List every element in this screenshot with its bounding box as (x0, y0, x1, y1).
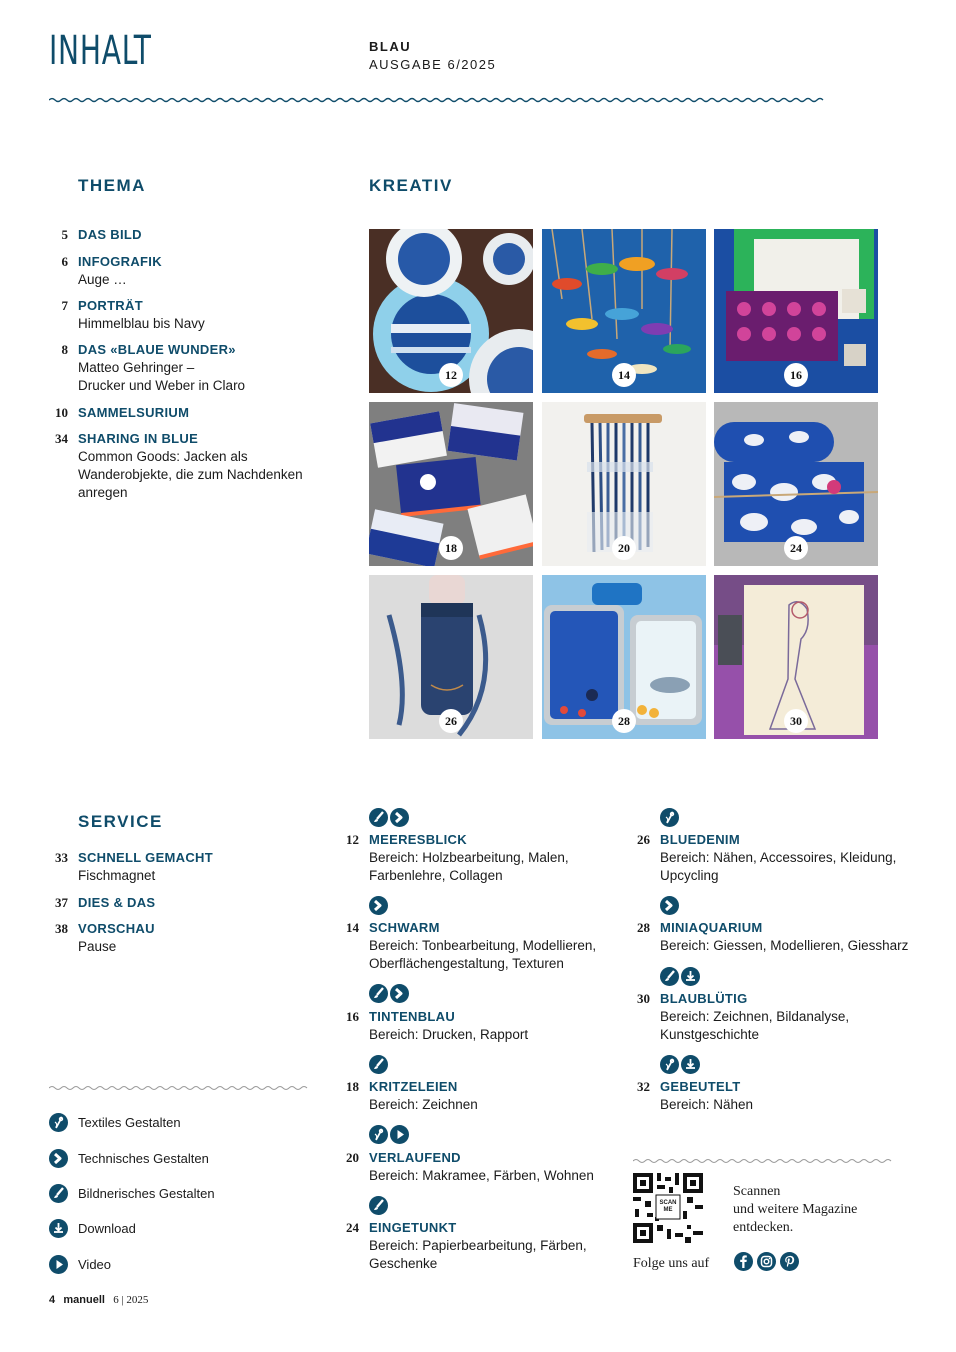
header-divider (49, 96, 907, 104)
entry-title: SCHNELL GEMACHT (78, 850, 213, 865)
legend-item (49, 1149, 209, 1168)
scan-line: und weitere Magazine (733, 1202, 858, 1217)
page-number: 5 (61, 227, 68, 242)
thema-heading: THEMA (78, 176, 146, 195)
page-badge: 18 (439, 536, 463, 560)
entry-title: DAS BILD (78, 227, 142, 242)
project-entry[interactable] (637, 919, 909, 955)
entry-subtitle: Bereich: Nähen, Accessoires, Kleidung, (660, 850, 897, 865)
project-icons (369, 1055, 388, 1074)
page-number: 8 (61, 342, 68, 357)
page-number: 7 (61, 298, 68, 313)
entry-subtitle: Bereich: Zeichnen, Bildanalyse, (660, 1009, 850, 1024)
brush-icon (49, 1184, 68, 1203)
tile-printed-envelope[interactable] (714, 229, 878, 393)
legend-label: Textiles Gestalten (78, 1115, 181, 1130)
page-number: 26 (637, 832, 650, 847)
project-icons (369, 808, 409, 827)
service-heading: SERVICE (78, 812, 163, 831)
page-badge: 20 (612, 536, 636, 560)
tile-macrame-hanging[interactable] (542, 402, 706, 566)
entry-subtitle: Bereich: Makramee, Färben, Wohnen (369, 1168, 594, 1183)
tile-fashion-drawing[interactable] (714, 575, 878, 739)
page-number: 37 (55, 895, 68, 910)
qr-center-label: SCAN ME (659, 1200, 677, 1213)
page-number: 20 (346, 1150, 359, 1165)
page-number: 18 (346, 1079, 359, 1094)
page-badge: 16 (784, 363, 808, 387)
entry-title: KRITZELEIEN (369, 1079, 458, 1094)
needle-icon (660, 808, 679, 827)
promo-divider (633, 1157, 895, 1165)
entry-subtitle: Upcycling (660, 868, 719, 883)
hammer-icon (390, 984, 409, 1003)
needle-icon (660, 1055, 679, 1074)
project-entry[interactable] (637, 831, 897, 885)
entry-subtitle: Himmelblau bis Navy (78, 316, 205, 331)
page-badge: 26 (439, 709, 463, 733)
page-number: 6 (61, 254, 68, 269)
page-badge: 24 (784, 536, 808, 560)
entry-title: SCHWARM (369, 920, 440, 935)
thema-entry[interactable] (55, 404, 190, 422)
play-icon (390, 1125, 409, 1144)
entry-subtitle: Common Goods: Jacken als (78, 449, 248, 464)
brush-icon (369, 1196, 388, 1215)
service-entry[interactable] (55, 894, 156, 912)
issue-info (369, 38, 496, 74)
thema-entry[interactable] (61, 226, 142, 244)
entry-subtitle: Oberflächengestaltung, Texturen (369, 956, 564, 971)
entry-title: SAMMELSURIUM (78, 405, 190, 420)
page-number: 38 (55, 921, 68, 936)
entry-subtitle: Wanderobjekte, die zum Nachdenken (78, 467, 303, 482)
legend-label: Download (78, 1221, 136, 1236)
tile-denim-bottle-bag[interactable] (369, 575, 533, 739)
entry-subtitle: Bereich: Drucken, Rapport (369, 1027, 529, 1042)
hammer-icon (369, 896, 388, 915)
page-number: 10 (55, 405, 68, 420)
legend-item (49, 1184, 215, 1203)
project-icons (369, 1125, 409, 1144)
project-entry[interactable] (346, 1219, 587, 1273)
project-icons (660, 1055, 700, 1074)
hammer-icon (49, 1149, 68, 1168)
entry-subtitle: Bereich: Papierbearbeitung, Färben, (369, 1238, 587, 1253)
project-icons (660, 896, 679, 915)
project-icons (369, 984, 409, 1003)
thema-entry[interactable] (55, 430, 303, 502)
page-title: INHALT (49, 28, 152, 74)
project-entry[interactable] (637, 1078, 754, 1114)
legend-label: Bildnerisches Gestalten (78, 1186, 215, 1201)
instagram-icon[interactable] (757, 1252, 776, 1271)
page-badge: 14 (612, 363, 636, 387)
needle-icon (369, 1125, 388, 1144)
brush-icon (369, 1055, 388, 1074)
project-entry[interactable] (637, 990, 850, 1044)
entry-title: BLUEDENIM (660, 832, 740, 847)
play-icon (49, 1255, 68, 1274)
page-number: 12 (346, 832, 359, 847)
facebook-icon[interactable] (734, 1252, 753, 1271)
qr-code[interactable] (633, 1173, 703, 1243)
needle-icon (49, 1113, 68, 1132)
service-entry[interactable] (55, 849, 213, 885)
entry-subtitle: Matteo Gehringer – (78, 360, 195, 375)
pinterest-icon[interactable] (780, 1252, 799, 1271)
entry-subtitle: Farbenlehre, Collagen (369, 868, 503, 883)
tile-dipped-paper-gifts[interactable] (714, 402, 878, 566)
hammer-icon (660, 896, 679, 915)
entry-subtitle: Bereich: Zeichnen (369, 1097, 478, 1112)
page-number: 24 (346, 1220, 359, 1235)
issue-number: AUSGABE 6/2025 (369, 57, 497, 72)
page-number: 30 (637, 991, 650, 1006)
tile-porthole-mirrors[interactable] (369, 229, 533, 393)
footer-issue: 6 | 2025 (113, 1294, 149, 1306)
project-icons (660, 967, 700, 986)
legend-item (49, 1255, 111, 1274)
thema-entry[interactable] (61, 253, 162, 289)
brush-icon (369, 984, 388, 1003)
hammer-icon (390, 808, 409, 827)
scan-line: Scannen (733, 1184, 781, 1199)
entry-title: DAS «BLAUE WUNDER» (78, 342, 236, 357)
legend-divider (49, 1084, 311, 1092)
page-footer (49, 1294, 148, 1306)
entry-subtitle: Fischmagnet (78, 868, 156, 883)
project-icons (369, 896, 388, 915)
entry-title: INFOGRAFIK (78, 254, 162, 269)
legend-item (49, 1113, 181, 1132)
entry-title: DIES & DAS (78, 895, 156, 910)
tile-scribble-cards[interactable] (369, 402, 533, 566)
page-number: 28 (637, 920, 650, 935)
entry-title: VERLAUFEND (369, 1150, 461, 1165)
service-entry[interactable] (55, 920, 155, 956)
page-badge: 30 (784, 709, 808, 733)
page-badge: 12 (439, 363, 463, 387)
legend-item (49, 1219, 136, 1238)
project-icons (660, 808, 679, 827)
thema-entry[interactable] (61, 297, 205, 333)
scan-line: entdecken. (733, 1220, 794, 1235)
entry-title: VORSCHAU (78, 921, 155, 936)
project-entry[interactable] (346, 1008, 529, 1044)
kreativ-heading: KREATIV (369, 176, 453, 195)
entry-subtitle: Bereich: Giessen, Modellieren, Giessharz (660, 938, 909, 953)
page-number: 33 (55, 850, 68, 865)
entry-subtitle: Geschenke (369, 1256, 438, 1271)
project-entry[interactable] (346, 1078, 478, 1114)
follow-text: Folge uns auf (633, 1256, 710, 1271)
entry-title: MEERESBLICK (369, 832, 467, 847)
tile-clay-fish-swarm[interactable] (542, 229, 706, 393)
brush-icon (369, 808, 388, 827)
entry-subtitle: Kunstgeschichte (660, 1027, 760, 1042)
entry-subtitle: Bereich: Nähen (660, 1097, 754, 1112)
entry-subtitle: Bereich: Holzbearbeitung, Malen, (369, 850, 569, 865)
download-icon (681, 1055, 700, 1074)
page-number: 34 (55, 431, 68, 446)
legend-label: Technisches Gestalten (78, 1151, 209, 1166)
entry-subtitle: Bereich: Tonbearbeitung, Modellieren, (369, 938, 597, 953)
entry-title: PORTRÄT (78, 298, 143, 313)
project-entry[interactable] (346, 831, 569, 885)
project-icons (369, 1196, 388, 1215)
entry-subtitle: anregen (78, 485, 128, 500)
download-icon (681, 967, 700, 986)
page-number: 16 (346, 1009, 359, 1024)
entry-title: EINGETUNKT (369, 1220, 457, 1235)
entry-title: SHARING IN BLUE (78, 431, 199, 446)
entry-subtitle: Pause (78, 939, 117, 954)
entry-title: MINIAQUARIUM (660, 920, 763, 935)
scan-text (733, 1183, 857, 1237)
entry-subtitle: Auge … (78, 272, 127, 287)
entry-subtitle: Drucker und Weber in Claro (78, 378, 246, 393)
magazine-name: BLAU (369, 39, 412, 54)
legend-label: Video (78, 1257, 112, 1272)
thema-entry[interactable] (61, 341, 246, 395)
footer-page-number: 4 (49, 1294, 56, 1306)
footer-brand: manuell (63, 1294, 105, 1306)
brush-icon (660, 967, 679, 986)
page-number: 14 (346, 920, 359, 935)
project-entry[interactable] (346, 1149, 594, 1185)
project-entry[interactable] (346, 919, 597, 973)
entry-title: GEBEUTELT (660, 1079, 741, 1094)
download-icon (49, 1219, 68, 1238)
entry-title: TINTENBLAU (369, 1009, 456, 1024)
tile-tin-aquarium[interactable] (542, 575, 706, 739)
entry-title: BLAUBLÜTIG (660, 991, 748, 1006)
page-badge: 28 (612, 709, 636, 733)
page-number: 32 (637, 1079, 650, 1094)
